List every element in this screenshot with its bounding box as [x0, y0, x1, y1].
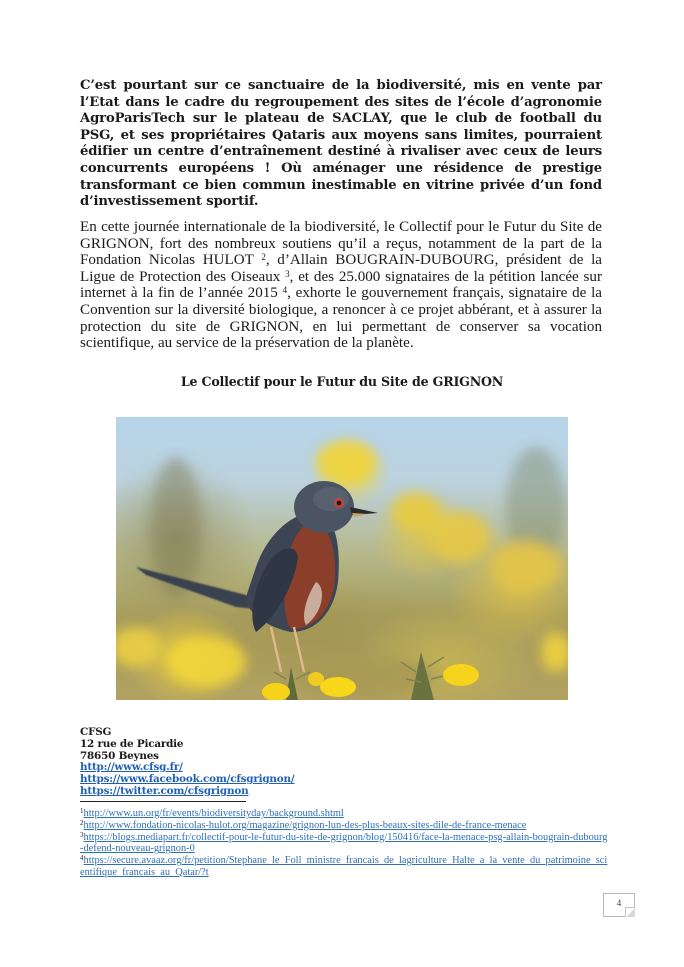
body-paragraph: [80, 219, 602, 352]
footnote-number: 4: [80, 854, 84, 863]
footnotes-list: [80, 808, 610, 879]
bird-illustration-icon: [116, 417, 568, 700]
footnote-ref-3[interactable]: 3: [285, 268, 290, 279]
bird-photo: [116, 417, 568, 700]
body-text-part-2: , d’Allain BOUGRAIN-DUBOURG, président de la Ligue de Protection des Oiseaux: [80, 252, 602, 285]
footnote-link[interactable]: https://secure.avaaz.org/fr/petition/Stephane_le_Foll_ministre_francais_de_lagriculture_Halte_a_la_vente_du_patrimoine_scientifique_francais_au_Qatar/?t: [80, 855, 608, 878]
footnote-link[interactable]: http://www.un.org/fr/events/biodiversityday/background.shtml: [83, 808, 344, 819]
footnote-ref-2[interactable]: 2: [261, 252, 266, 263]
body-text-part-3: , et des 25.000 signataires de la pétition lancée sur internet à la fin de l’année 2015: [80, 268, 602, 302]
page-number-box: [603, 893, 635, 917]
page-curl-icon: [625, 907, 635, 917]
twitter-link[interactable]: https://twitter.com/cfsgrignon: [80, 784, 249, 797]
footnote-item: [80, 808, 610, 820]
contact-org: CFSG: [80, 726, 112, 738]
contact-block: [80, 727, 294, 798]
body-text-part-1: En cette journée internationale de la biodiversité, le Collectif pour le Futur du Site de GRIGNON, fort des nombreux soutiens qu’il a reçus, notamment de la part de la Fondation Nicolas HULOT: [80, 219, 602, 269]
contact-city: 78650 Beynes: [80, 749, 159, 762]
footnote-link[interactable]: http://www.fondation-nicolas-hulot.org/magazine/grignon-lun-des-plus-beaux-sites-dile-de-france-menace: [83, 819, 527, 831]
footnote-number: 1: [80, 807, 84, 815]
footnote-number: 3: [80, 830, 84, 839]
facebook-link[interactable]: https://www.facebook.com/cfsgrignon/: [80, 773, 295, 786]
footnote-number: 2: [80, 818, 84, 827]
website-link[interactable]: http://www.cfsg.fr/: [80, 761, 183, 774]
bold-paragraph: C’est pourtant sur ce sanctuaire de la biodiversité, mis en vente par l’Etat dans le cadre du regroupement des sites de l’école d’agronomie AgroParisTech sur le plateau de SACLAY, que le club de football du PSG, et ses propriétaires Qataris aux moyens sans limites, pourraient édifier un centre d’entraînement destiné à rivaliser avec ceux de leurs concurrents européens ! Où aménager une résidence de prestige transformant ce bien commun inestimable en vitrine privée d’un fond d’investissement sportif.: [80, 78, 602, 210]
footnote-separator: [80, 801, 246, 802]
footnote-ref-4[interactable]: 4: [282, 285, 288, 296]
footnote-item: [80, 855, 610, 879]
body-text-part-4: , exhorte le gouvernement français, signataire de la Convention sur la diversité biologique, a renoncer à ce projet abbérant, et à assurer la protection du site de GRIGNON, en lui permettant de conserver sa vocation scientifique, au service de la préservation de la planète.: [80, 285, 603, 352]
page-number: 4: [616, 898, 622, 908]
contact-street: 12 rue de Picardie: [80, 737, 184, 750]
footnote-item: [80, 832, 610, 856]
footnote-item: [80, 820, 610, 832]
footnote-link[interactable]: https://blogs.mediapart.fr/collectif-pour-le-futur-du-site-de-grignon/blog/150416/face-la-menace-psg-allain-bougrain-dubourg-defend-nouveau-grignon-0: [80, 831, 608, 855]
signature-heading: Le Collectif pour le Futur du Site de GRIGNON: [180, 374, 504, 389]
